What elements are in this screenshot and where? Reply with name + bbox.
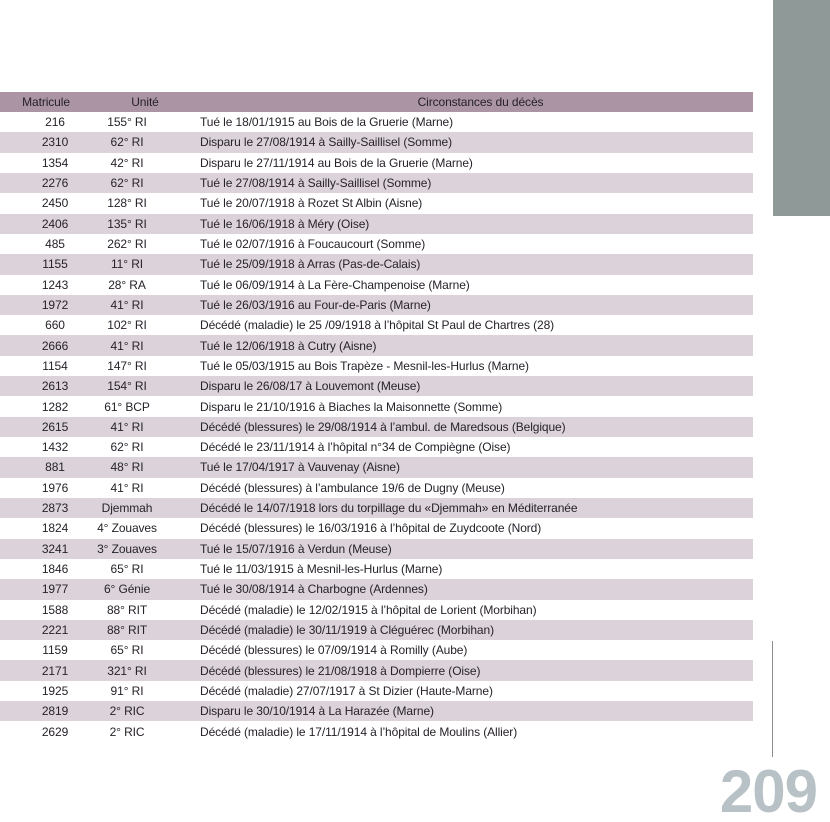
- table-row: [0, 701, 753, 721]
- cell-matricule: 2629: [41, 724, 69, 739]
- cell-circonstances: Disparu le 27/08/1914 à Sailly-Saillisel (Somme): [200, 135, 452, 150]
- table-row: [0, 539, 753, 559]
- margin-color-block: [773, 0, 830, 216]
- table-row: [0, 579, 753, 599]
- cell-unite: 48° RI: [110, 460, 144, 475]
- cell-circonstances: Tué le 27/08/1914 à Sailly-Saillisel (Somme): [200, 176, 432, 191]
- cell-unite: 102° RI: [107, 318, 147, 333]
- table-body: [0, 112, 753, 742]
- cell-unite: 28° RA: [108, 277, 146, 292]
- cell-matricule: 216: [45, 115, 65, 130]
- cell-unite: 65° RI: [110, 643, 144, 658]
- cell-matricule: 2450: [41, 196, 69, 211]
- table-row: [0, 681, 753, 701]
- table-row: [0, 498, 753, 518]
- cell-unite: 2° RIC: [109, 724, 145, 739]
- table-row: [0, 254, 753, 274]
- table-row: [0, 620, 753, 640]
- cell-matricule: 1354: [41, 155, 69, 170]
- cell-matricule: 2873: [41, 501, 69, 516]
- cell-matricule: 1846: [41, 562, 69, 577]
- table-row: [0, 478, 753, 498]
- cell-unite: 6° Génie: [103, 582, 151, 597]
- cell-matricule: 2221: [41, 622, 69, 637]
- table-row: [0, 640, 753, 660]
- cell-circonstances: Décédé (maladie) le 12/02/1915 à l’hôpital de Lorient (Morbihan): [200, 602, 537, 617]
- cell-circonstances: Tué le 11/03/1915 à Mesnil-les-Hurlus (Marne): [200, 562, 443, 577]
- table-row: [0, 457, 753, 477]
- cell-unite: 88° RIT: [106, 602, 148, 617]
- cell-unite: 41° RI: [110, 480, 144, 495]
- cell-circonstances: Tué le 15/07/1916 à Verdun (Meuse): [200, 541, 392, 556]
- cell-matricule: 1432: [41, 440, 69, 455]
- cell-matricule: 1243: [41, 277, 69, 292]
- table-row: [0, 417, 753, 437]
- cell-circonstances: Décédé le 14/07/1918 lors du torpillage du «Djemmah» en Méditerranée: [200, 501, 578, 516]
- table-row: [0, 193, 753, 213]
- cell-matricule: 1976: [41, 480, 69, 495]
- cell-matricule: 1925: [41, 683, 69, 698]
- cell-unite: 4° Zouaves: [97, 521, 157, 536]
- cell-circonstances: Tué le 17/04/1917 à Vauvenay (Aisne): [200, 460, 400, 475]
- cell-circonstances: Tué le 30/08/1914 à Charbogne (Ardennes): [200, 582, 428, 597]
- cell-unite: 128° RI: [107, 196, 147, 211]
- margin-rule-line: [772, 641, 773, 757]
- table-row: [0, 153, 753, 173]
- cell-circonstances: Tué le 26/03/1916 au Four-de-Paris (Marne): [200, 297, 431, 312]
- cell-unite: 147° RI: [107, 358, 147, 373]
- cell-matricule: 3241: [41, 541, 69, 556]
- cell-unite: 88° RIT: [106, 622, 148, 637]
- table-row: [0, 234, 753, 254]
- cell-matricule: 660: [45, 318, 65, 333]
- cell-unite: 3° Zouaves: [97, 541, 157, 556]
- cell-matricule: 1972: [41, 297, 69, 312]
- cell-circonstances: Décédé le 23/11/1914 à l’hôpital n°34 de Compiègne (Oise): [200, 440, 511, 455]
- cell-matricule: 2819: [41, 704, 69, 719]
- cell-matricule: 2310: [41, 135, 69, 150]
- cell-unite: 155° RI: [107, 115, 147, 130]
- cell-circonstances: Décédé (maladie) le 17/11/1914 à l’hôpital de Moulins (Allier): [200, 724, 518, 739]
- cell-circonstances: Tué le 02/07/1916 à Foucaucourt (Somme): [200, 237, 426, 252]
- table-row: [0, 721, 753, 741]
- cell-matricule: 2666: [41, 338, 69, 353]
- cell-circonstances: Décédé (maladie) le 30/11/1919 à Cléguérec (Morbihan): [200, 622, 494, 637]
- cell-circonstances: Disparu le 21/10/1916 à Biaches la Maisonnette (Somme): [200, 399, 503, 414]
- cell-matricule: 1155: [42, 257, 68, 272]
- cell-circonstances: Décédé (blessures) le 29/08/1914 à l’ambul. de Maredsous (Belgique): [200, 419, 566, 434]
- table-row: [0, 396, 753, 416]
- cell-matricule: 2613: [41, 379, 69, 394]
- cell-unite: Djemmah: [101, 501, 153, 516]
- cell-circonstances: Décédé (blessures) à l’ambulance 19/6 de Dugny (Meuse): [200, 480, 505, 495]
- cell-matricule: 1282: [41, 399, 69, 414]
- cell-matricule: 1159: [42, 643, 68, 658]
- table-row: [0, 376, 753, 396]
- cell-unite: 62° RI: [110, 440, 144, 455]
- table-row: [0, 295, 753, 315]
- table-row: [0, 112, 753, 132]
- cell-unite: 2° RIC: [109, 704, 145, 719]
- cell-circonstances: Décédé (maladie) 27/07/1917 à St Dizier (Haute-Marne): [200, 683, 493, 698]
- table-header-row: [0, 92, 753, 112]
- cell-circonstances: Disparu le 26/08/17 à Louvemont (Meuse): [200, 379, 421, 394]
- cell-unite: 91° RI: [110, 683, 144, 698]
- cell-unite: 11° RI: [111, 257, 143, 272]
- cell-unite: 65° RI: [110, 562, 144, 577]
- table-row: [0, 660, 753, 680]
- cell-unite: 41° RI: [110, 297, 144, 312]
- cell-circonstances: Tué le 12/06/1918 à Cutry (Aisne): [200, 338, 377, 353]
- table-row: [0, 173, 753, 193]
- column-header-matricule: Matricule: [22, 95, 70, 109]
- cell-unite: 61° BCP: [104, 399, 150, 414]
- table-row: [0, 559, 753, 579]
- cell-circonstances: Décédé (maladie) le 25 /09/1918 à l’hôpital St Paul de Chartres (28): [200, 318, 555, 333]
- cell-circonstances: Décédé (blessures) le 07/09/1914 à Romilly (Aube): [200, 643, 468, 658]
- cell-circonstances: Tué le 06/09/1914 à La Fère-Champenoise (Marne): [200, 277, 470, 292]
- cell-matricule: 2406: [41, 216, 69, 231]
- cell-matricule: 2171: [41, 663, 69, 678]
- cell-matricule: 2276: [41, 176, 69, 191]
- table-row: [0, 214, 753, 234]
- cell-circonstances: Disparu le 27/11/1914 au Bois de la Gruerie (Marne): [200, 155, 473, 170]
- cell-matricule: 485: [45, 237, 65, 252]
- cell-unite: 154° RI: [107, 379, 147, 394]
- cell-unite: 321° RI: [107, 663, 147, 678]
- cell-circonstances: Décédé (blessures) le 21/08/1918 à Dompierre (Oise): [200, 663, 481, 678]
- table-row: [0, 335, 753, 355]
- cell-unite: 262° RI: [107, 237, 147, 252]
- cell-circonstances: Tué le 25/09/1918 à Arras (Pas-de-Calais): [200, 257, 421, 272]
- cell-matricule: 2615: [41, 419, 69, 434]
- cell-circonstances: Tué le 20/07/1918 à Rozet St Albin (Aisne): [200, 196, 423, 211]
- cell-unite: 135° RI: [107, 216, 147, 231]
- cell-circonstances: Décédé (blessures) le 16/03/1916 à l’hôpital de Zuydcoote (Nord): [200, 521, 542, 536]
- cell-matricule: 881: [45, 460, 65, 475]
- casualty-table: [0, 92, 753, 742]
- cell-unite: 62° RI: [110, 135, 144, 150]
- column-header-unite: Unité: [131, 95, 159, 109]
- cell-matricule: 1977: [41, 582, 69, 597]
- table-row: [0, 600, 753, 620]
- table-row: [0, 518, 753, 538]
- page-number: 209: [719, 758, 817, 822]
- cell-circonstances: Tué le 16/06/1918 à Méry (Oise): [200, 216, 370, 231]
- table-row: [0, 315, 753, 335]
- cell-unite: 42° RI: [110, 155, 144, 170]
- cell-circonstances: Tué le 05/03/1915 au Bois Trapèze - Mesnil-les-Hurlus (Marne): [200, 358, 529, 373]
- column-header-circonstances: Circonstances du décès: [417, 95, 544, 109]
- table-row: [0, 275, 753, 295]
- table-row: [0, 437, 753, 457]
- table-row: [0, 132, 753, 152]
- table-row: [0, 356, 753, 376]
- cell-matricule: 1588: [41, 602, 69, 617]
- cell-unite: 62° RI: [110, 176, 144, 191]
- cell-circonstances: Tué le 18/01/1915 au Bois de la Gruerie (Marne): [200, 115, 454, 130]
- cell-circonstances: Disparu le 30/10/1914 à La Harazée (Marne): [200, 704, 434, 719]
- cell-unite: 41° RI: [110, 419, 144, 434]
- cell-matricule: 1824: [41, 521, 69, 536]
- cell-matricule: 1154: [42, 358, 68, 373]
- cell-unite: 41° RI: [110, 338, 144, 353]
